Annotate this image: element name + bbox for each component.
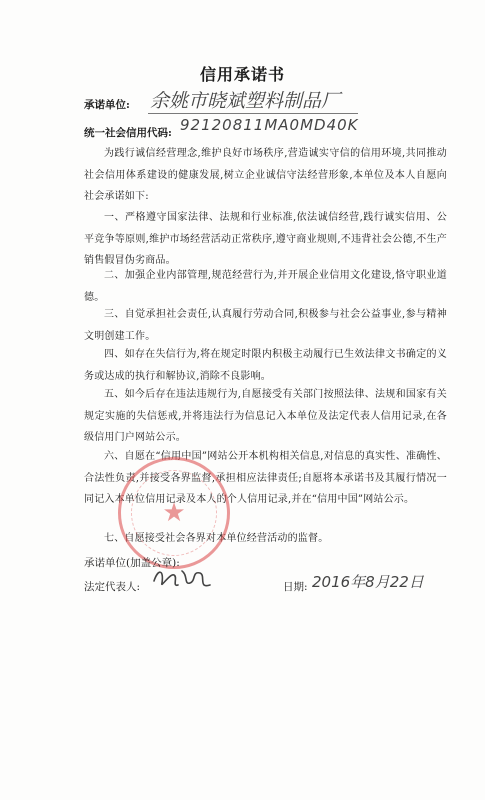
seal-star-icon: ★ [162,498,186,528]
legal-rep-label: 法定代表人: [84,581,141,593]
credit-code-label: 统一社会信用代码: [84,127,172,139]
date-value-handwritten: 2016年8月22日 [312,573,424,591]
unit-label: 承诺单位: [84,99,130,111]
credit-code-value-handwritten: 92120811MA0MD40K [180,116,359,134]
document-title: 信用承诺书 [199,65,285,84]
unit-underline [148,113,358,114]
legal-rep-signature [148,563,218,593]
clause-4: 四、如存在失信行为,将在规定时限内积极主动履行已生效法律文书确定的义务或达成的执行和解协议,消除不良影响。 [84,349,447,382]
intro-paragraph: 为践行诚信经营理念,维护良好市场秩序,营造诚实守信的信用环境,共同推动社会信用体系建设的健康发展,树立企业诚信守法经营形象,本单位及本人自愿向社会承诺如下: [84,148,447,203]
clause-5: 五、如今后存在违法违规行为,自愿接受有关部门按照法律、法规和国家有关规定实施的失信惩戒,并将违法行为信息记入本单位及法定代表人信用记录,在各级信用门户网站公示。 [84,389,447,444]
clause-6: 六、自愿在“信用中国”网站公开本机构相关信息,对信息的真实性、准确性、合法性负责,并接受各界监督,承担相应法律责任;自愿将本承诺书及其履行情况一同记入本单位信用记录及本人的个人信用记录,并在“信用中国”网站公示。 [84,451,447,506]
clause-1: 一、严格遵守国家法律、法规和行业标准,依法诚信经营,践行诚实信用、公平竞争等原则,维护市场经营活动正常秩序,遵守商业规则,不违背社会公德,不生产销售假冒伪劣商品。 [84,212,447,267]
clause-7: 七、自愿接受社会各界对本单位经营活动的监督。 [104,533,329,544]
date-label: 日期: [283,581,308,593]
company-seal [118,457,230,569]
unit-value-handwritten: 余姚市晓斌塑料制品厂 [150,90,341,112]
clause-2: 二、加强企业内部管理,规范经营行为,并开展企业信用文化建设,恪守职业道德。 [84,270,447,303]
clause-3: 三、自觉承担社会责任,认真履行劳动合同,积极参与社会公益事业,参与精神文明创建工作。 [84,309,447,342]
unit-seal-label: 承诺单位(加盖公章): [84,557,180,569]
